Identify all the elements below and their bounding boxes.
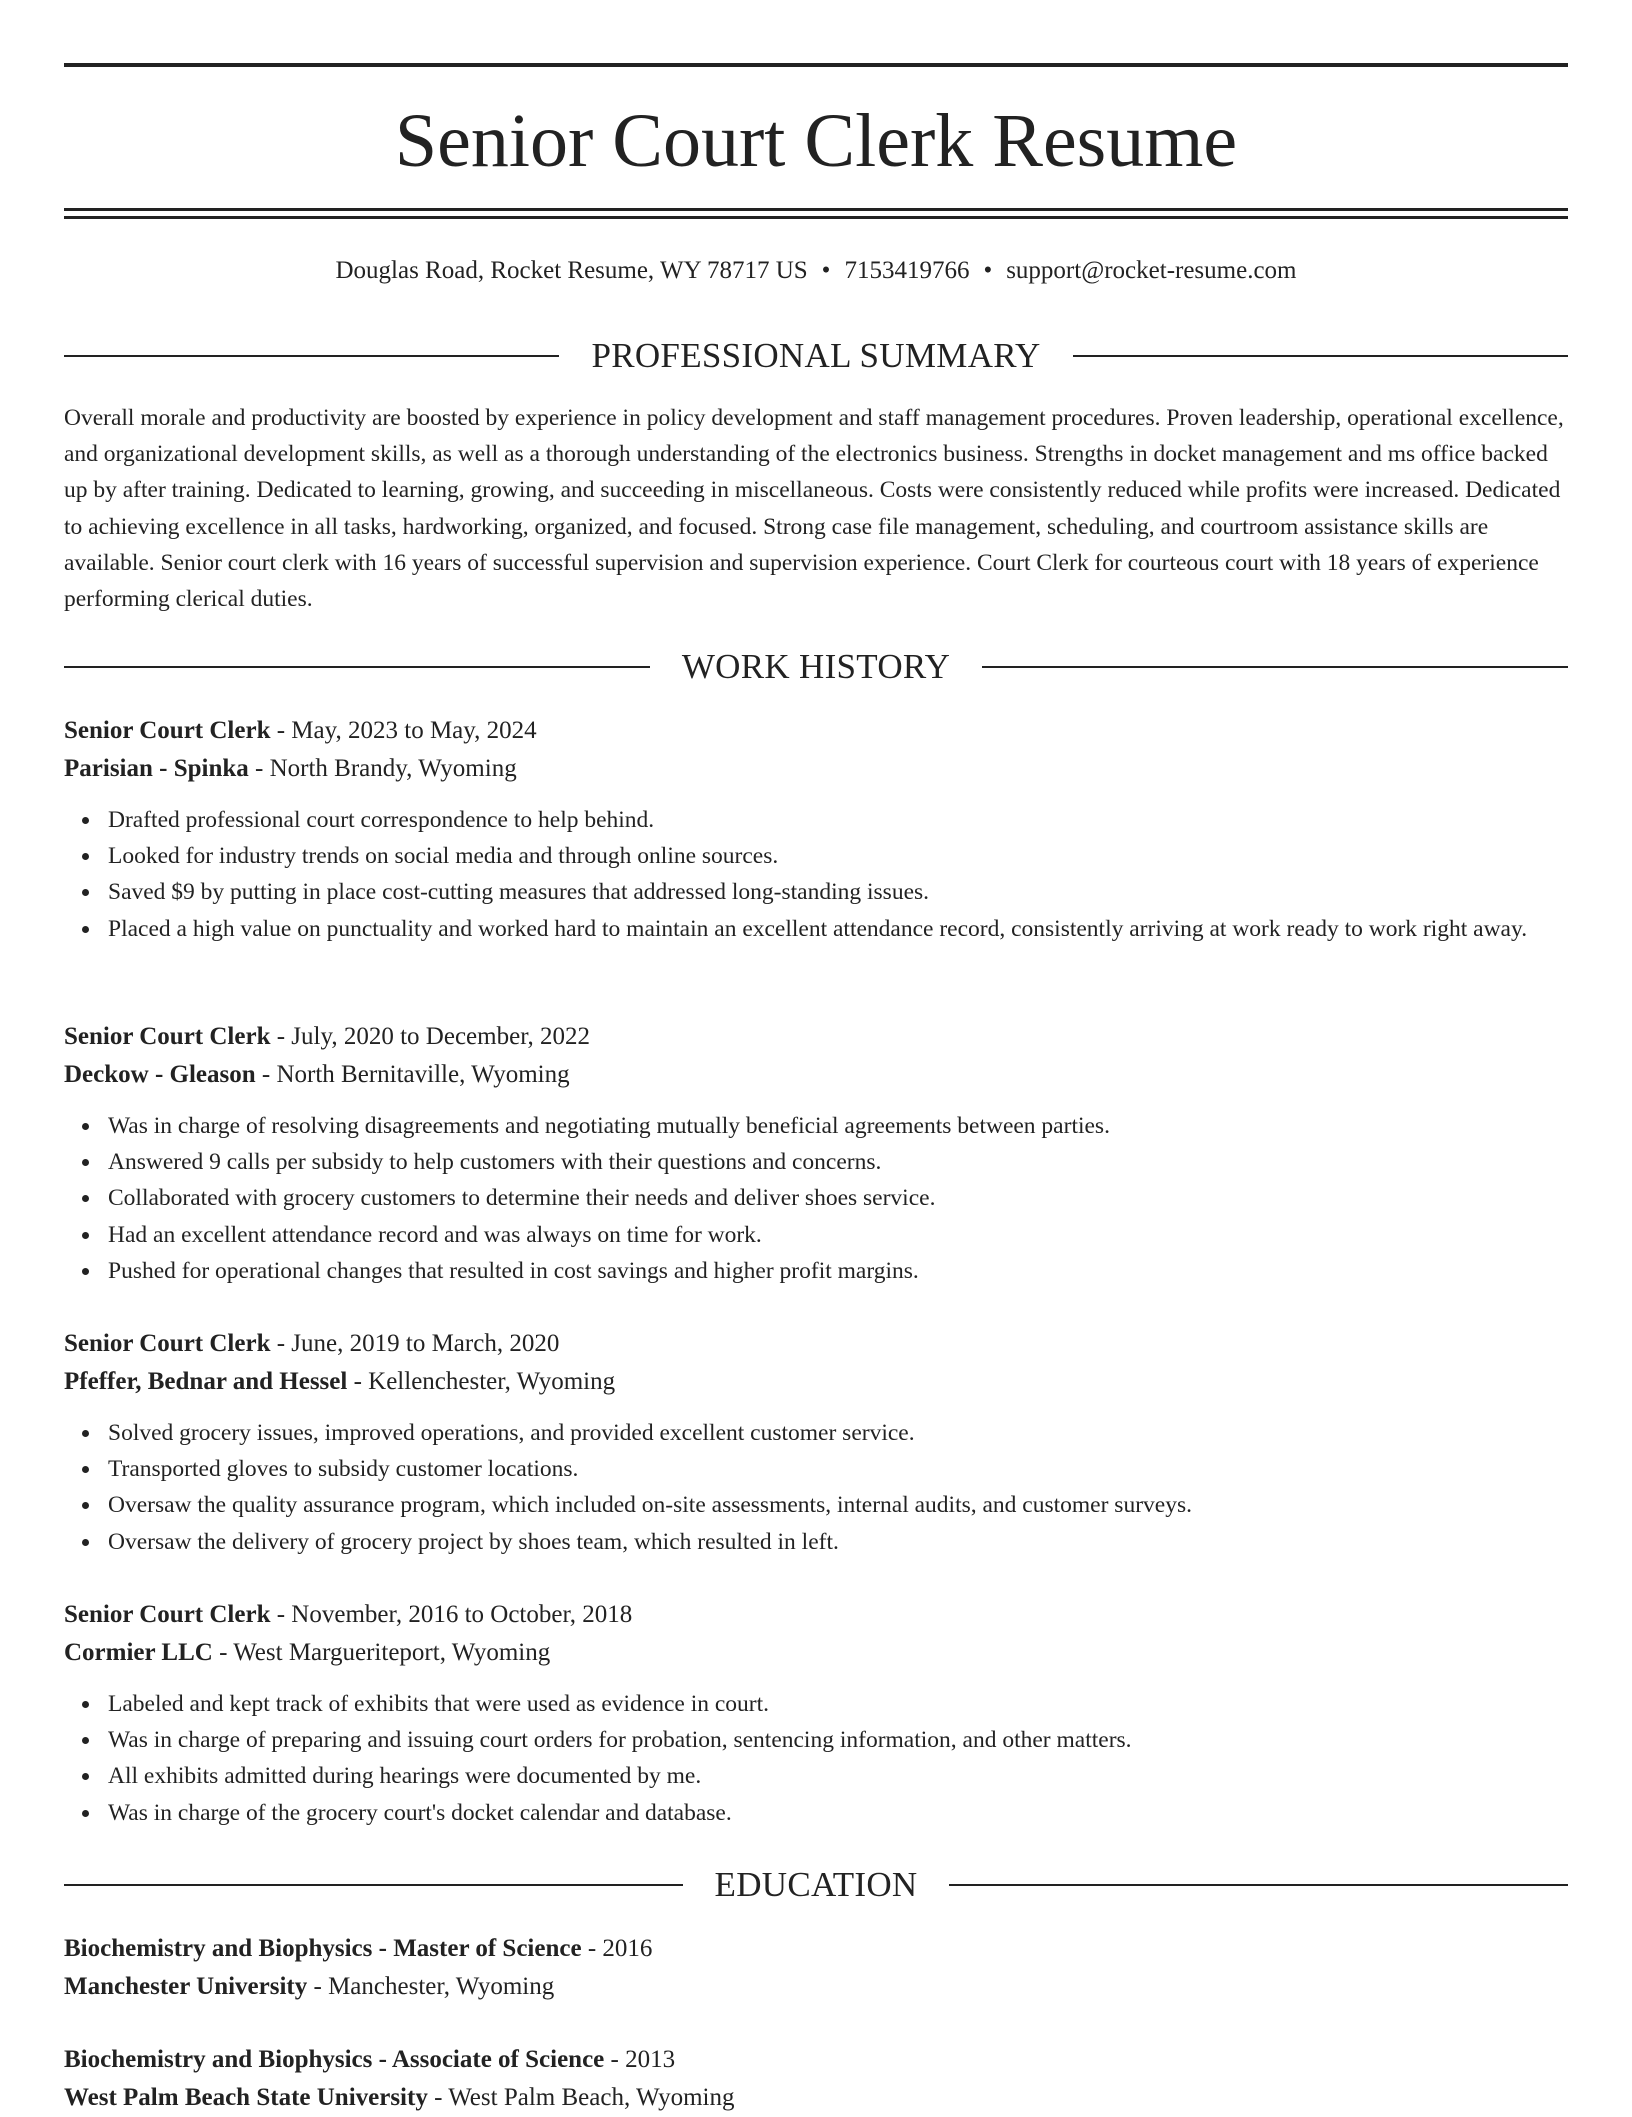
education-location: - Manchester, Wyoming <box>307 1973 555 2000</box>
job-title-row <box>64 1325 1568 1363</box>
heading-rule-left <box>64 355 559 357</box>
job-bullet: Transported gloves to subsidy customer locations. <box>108 1451 1568 1487</box>
job-bullet: Placed a high value on punctuality and worked hard to maintain an excellent attendance record, consistently arriving at work ready to work right away. <box>108 911 1568 947</box>
job-location: - North Brandy, Wyoming <box>248 755 517 782</box>
heading-rule-right <box>982 666 1568 668</box>
job-location: - West Margueriteport, Wyoming <box>212 1639 551 1666</box>
summary-text: Overall morale and productivity are boosted by experience in policy development and staff management procedures. Proven leadership, operational excellence, and organizational development skills, as well as a thorough understanding of the electronics business. Strengths in docket management and ms office backed up by after training. Dedicated to learning, growing, and succeeding in miscellaneous. Costs were consistently reduced while profits were increased. Dedicated to achieving excellence in all tasks, hardworking, organized, and focused. Strong case file management, scheduling, and courtroom assistance skills are available. Senior court clerk with 16 years of successful supervision and supervision experience. Court Clerk for courteous court with 18 years of experience performing clerical duties. <box>64 405 1564 613</box>
job-bullet: Was in charge of preparing and issuing court orders for probation, sentencing information, and other matters. <box>108 1722 1568 1758</box>
job-bullet: Was in charge of the grocery court's docket calendar and database. <box>108 1795 1568 1831</box>
title-rule-upper <box>64 208 1568 211</box>
contact-line <box>64 254 1568 288</box>
job-bullet: Collaborated with grocery customers to determine their needs and deliver shoes service. <box>108 1180 1568 1216</box>
job-title-row <box>64 1018 1568 1056</box>
job-title: Senior Court Clerk <box>64 1330 271 1357</box>
job-bullet: Had an excellent attendance record and was always on time for work. <box>108 1217 1568 1253</box>
job-location: - Kellenchester, Wyoming <box>347 1368 616 1395</box>
heading-rule-right <box>1073 355 1568 357</box>
job-entry <box>64 1018 1568 1289</box>
heading-rule-left <box>64 1884 683 1886</box>
job-bullet: Solved grocery issues, improved operations, and provided excellent customer service. <box>108 1415 1568 1451</box>
job-company-row <box>64 1363 1568 1401</box>
work-history-heading <box>64 645 1568 689</box>
education-location: - West Palm Beach, Wyoming <box>427 2084 735 2111</box>
education-degree-row <box>64 1930 1568 1968</box>
job-bullet: Labeled and kept track of exhibits that were used as evidence in court. <box>108 1686 1568 1722</box>
education-school-row <box>64 2079 1568 2117</box>
job-title-row <box>64 712 1568 750</box>
education-degree-row <box>64 2041 1568 2079</box>
contact-address: Douglas Road, Rocket Resume, WY 78717 US <box>335 257 808 284</box>
education-entry <box>64 2041 1568 2117</box>
job-entry <box>64 712 1568 947</box>
job-bullet: Oversaw the quality assurance program, which included on-site assessments, internal audits, and customer surveys. <box>108 1487 1568 1523</box>
job-bullet: Was in charge of resolving disagreements and negotiating mutually beneficial agreements between parties. <box>108 1108 1568 1144</box>
education-school: West Palm Beach State University <box>64 2084 428 2111</box>
job-bullets <box>64 1415 1568 1560</box>
job-bullet: Saved $9 by putting in place cost-cutting measures that addressed long-standing issues. <box>108 874 1568 910</box>
education-year: - 2013 <box>604 2046 676 2073</box>
contact-separator: • <box>983 257 993 284</box>
job-bullet: Pushed for operational changes that resulted in cost savings and higher profit margins. <box>108 1253 1568 1289</box>
job-dates: - July, 2020 to December, 2022 <box>270 1023 591 1050</box>
job-bullets <box>64 1686 1568 1831</box>
contact-phone: 7153419766 <box>844 257 970 284</box>
job-bullets <box>64 1108 1568 1289</box>
contact-email: support@rocket-resume.com <box>1006 257 1297 284</box>
education-degree: Biochemistry and Biophysics - Associate of Science <box>64 2046 605 2073</box>
job-title: Senior Court Clerk <box>64 1601 271 1628</box>
job-company: Parisian - Spinka <box>64 755 249 782</box>
job-bullet: Oversaw the delivery of grocery project by shoes team, which resulted in left. <box>108 1524 1568 1560</box>
job-dates: - November, 2016 to October, 2018 <box>270 1601 633 1628</box>
job-company-row <box>64 1634 1568 1672</box>
job-dates: - May, 2023 to May, 2024 <box>270 717 537 744</box>
education-school: Manchester University <box>64 1973 308 2000</box>
job-location: - North Bernitaville, Wyoming <box>255 1061 570 1088</box>
education-entry <box>64 1930 1568 2006</box>
job-title: Senior Court Clerk <box>64 1023 271 1050</box>
top-rule <box>64 63 1568 67</box>
job-bullet: Looked for industry trends on social media and through online sources. <box>108 838 1568 874</box>
job-title-row <box>64 1596 1568 1634</box>
education-heading-label: EDUCATION <box>714 1865 918 1904</box>
contact-separator: • <box>821 257 831 284</box>
work-history-heading-label: WORK HISTORY <box>681 647 951 686</box>
education-degree: Biochemistry and Biophysics - Master of Science <box>64 1935 582 1962</box>
summary-heading <box>64 334 1568 378</box>
education-school-row <box>64 1968 1568 2006</box>
job-entry <box>64 1596 1568 1831</box>
job-company-row <box>64 750 1568 788</box>
job-company: Cormier LLC <box>64 1639 213 1666</box>
job-title: Senior Court Clerk <box>64 717 271 744</box>
job-bullet: All exhibits admitted during hearings were documented by me. <box>108 1758 1568 1794</box>
job-dates: - June, 2019 to March, 2020 <box>270 1330 560 1357</box>
job-bullet: Answered 9 calls per subsidy to help customers with their questions and concerns. <box>108 1144 1568 1180</box>
summary-heading-label: PROFESSIONAL SUMMARY <box>591 336 1041 375</box>
job-entry <box>64 1325 1568 1560</box>
job-company: Deckow - Gleason <box>64 1061 256 1088</box>
education-heading <box>64 1863 1568 1907</box>
title-rule-lower <box>64 216 1568 219</box>
job-company-row <box>64 1056 1568 1094</box>
job-bullet: Drafted professional court correspondence to help behind. <box>108 802 1568 838</box>
job-bullets <box>64 802 1568 947</box>
job-company: Pfeffer, Bednar and Hessel <box>64 1368 348 1395</box>
education-year: - 2016 <box>581 1935 653 1962</box>
heading-rule-right <box>949 1884 1568 1886</box>
page-title: Senior Court Clerk Resume <box>394 99 1238 183</box>
heading-rule-left <box>64 666 650 668</box>
